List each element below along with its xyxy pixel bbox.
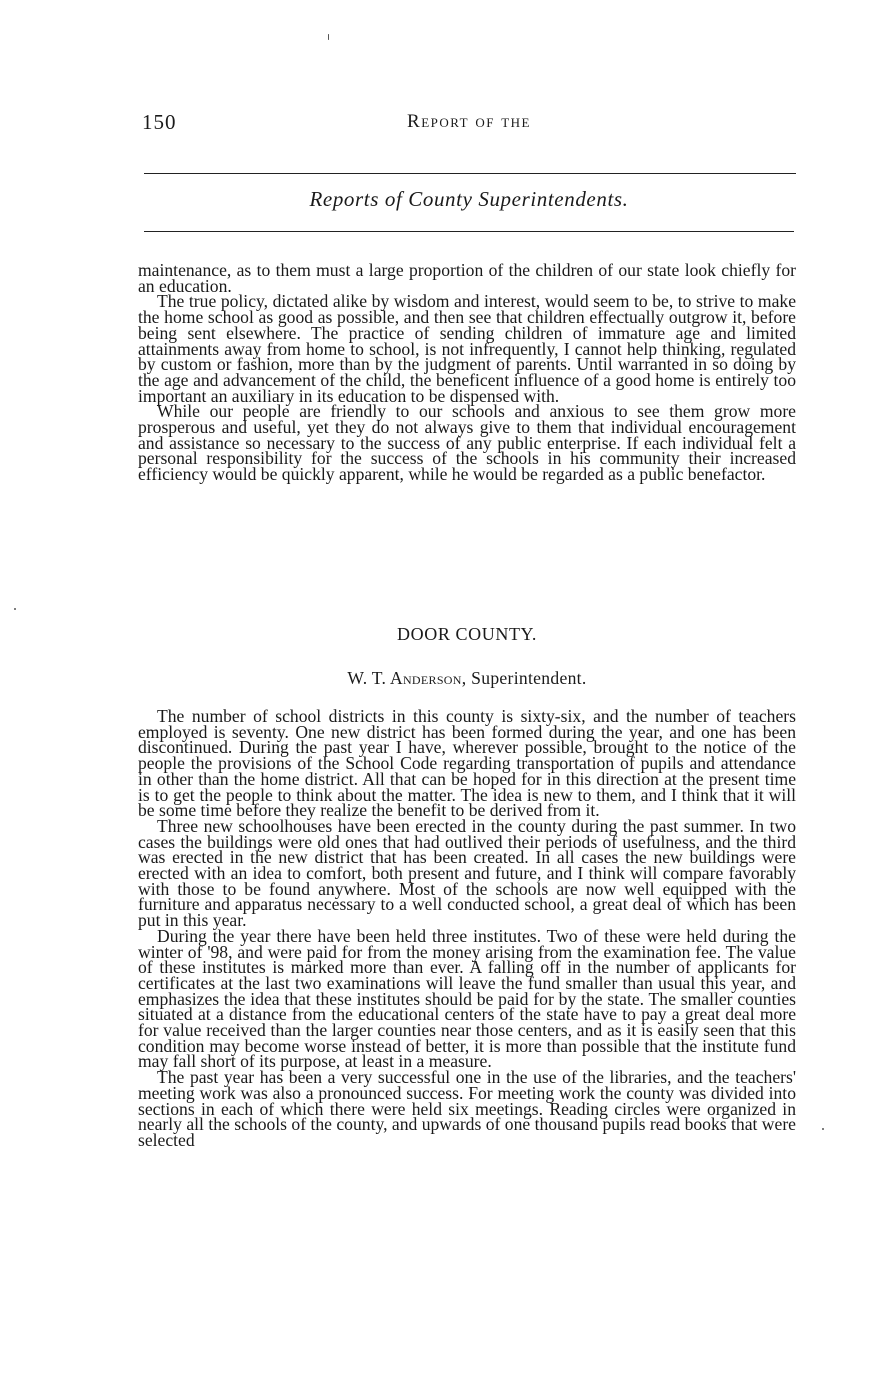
scan-speck [822, 1128, 824, 1130]
superintendent-title: , Superintendent. [461, 668, 587, 688]
superintendent-line [138, 668, 796, 689]
scan-speck [14, 608, 16, 610]
superintendent-name: W. T. Anderson [347, 668, 462, 688]
running-title: Report of the [407, 111, 531, 132]
header-rule-bottom [144, 231, 794, 232]
paragraph: While our people are friendly to our schools and anxious to see them grow more prosperous and useful, yet they do not always give to them that individual encouragement and assistance so necessary to the success of any public enterprise. If each individual felt a personal responsibility for the success of the schools in his community their increased efficiency would be quickly apparent, while he would be regarded as a public benefactor. [138, 401, 796, 485]
county-heading: DOOR COUNTY. [397, 624, 537, 644]
paragraph: Three new schoolhouses have been erected in the county during the past summer. In two cases the buildings were old ones that had outlived their periods of usefulness, and the third was erected in the new district that has been created. In all cases the new buildings were erected with an idea to comfort, both present and future, and I think will compare favorably with those to be found anywhere. Most of the schools are now well equipped with the furniture and apparatus necessary to a well conducted school, a great deal of which has been put in this year. [138, 815, 796, 931]
running-head [142, 110, 796, 138]
paragraph: maintenance, as to them must a large proportion of the children of our state look chiefly for an education. [138, 260, 796, 296]
section-title: Reports of County Superintendents. [309, 187, 629, 211]
paragraph: During the year there have been held three institutes. Two of these were held during the winter of '98, and were paid for from the money arising from the examination fee. The value of these institutes is marked more than ever. A falling off in the number of applicants for certificates at the last two examinations will leave the fund smaller than usual this year, and emphasizes the idea that these institutes should be paid for by the state. The smaller counties situated at a distance from the educational centers of the state have to pay a great deal more for value received than the larger counties near those centers, and as it is easily seen that this condition may become worse instead of better, it is more than possible that the institute fund may fall short of its purpose, at least in a measure. [138, 925, 796, 1072]
page-number: 150 [142, 110, 177, 134]
paragraph: The true policy, dictated alike by wisdom and interest, would seem to be, to strive to make the home school as good as possible, and then see that children effectually outgrow it, before being sent elsewhere. The practice of sending children of immature age and limited attainments away from home to school, is not infrequently, I cannot help thinking, regulated by custom or fashion, more than by the judgment of parents. Until warranted in so doing by the age and advancement of the child, the beneficent influence of a good home is entirely too important an auxiliary in its education to be dispensed with. [138, 291, 796, 406]
paragraph: The number of school districts in this county is sixty-six, and the number of teachers employed is seventy. One new district has been formed during the year, and one has been discontinued. During the past year I have, wherever possible, brought to the notice of the people the provisions of the School Code regarding transportation of pupils and attendance in other than the home district. All that can be hoped for in this direction at the present time is to get the people to think about the matter. The idea is new to them, and I think that it will be some time before they realize the benefit to be derived from it. [138, 706, 796, 821]
county-report-text [138, 706, 796, 1150]
intro-text [138, 260, 796, 485]
header-rule-top [144, 173, 796, 174]
paragraph: The past year has been a very successful one in the use of the libraries, and the teachers' meeting work was also a pronounced success. For meeting work the county was divided into sections in each of which there were held six meetings. Reading circles were organized in nearly all the schools of the county, and upwards of one thousand pupils read books that were selected [138, 1067, 796, 1150]
scan-speck [328, 34, 329, 40]
